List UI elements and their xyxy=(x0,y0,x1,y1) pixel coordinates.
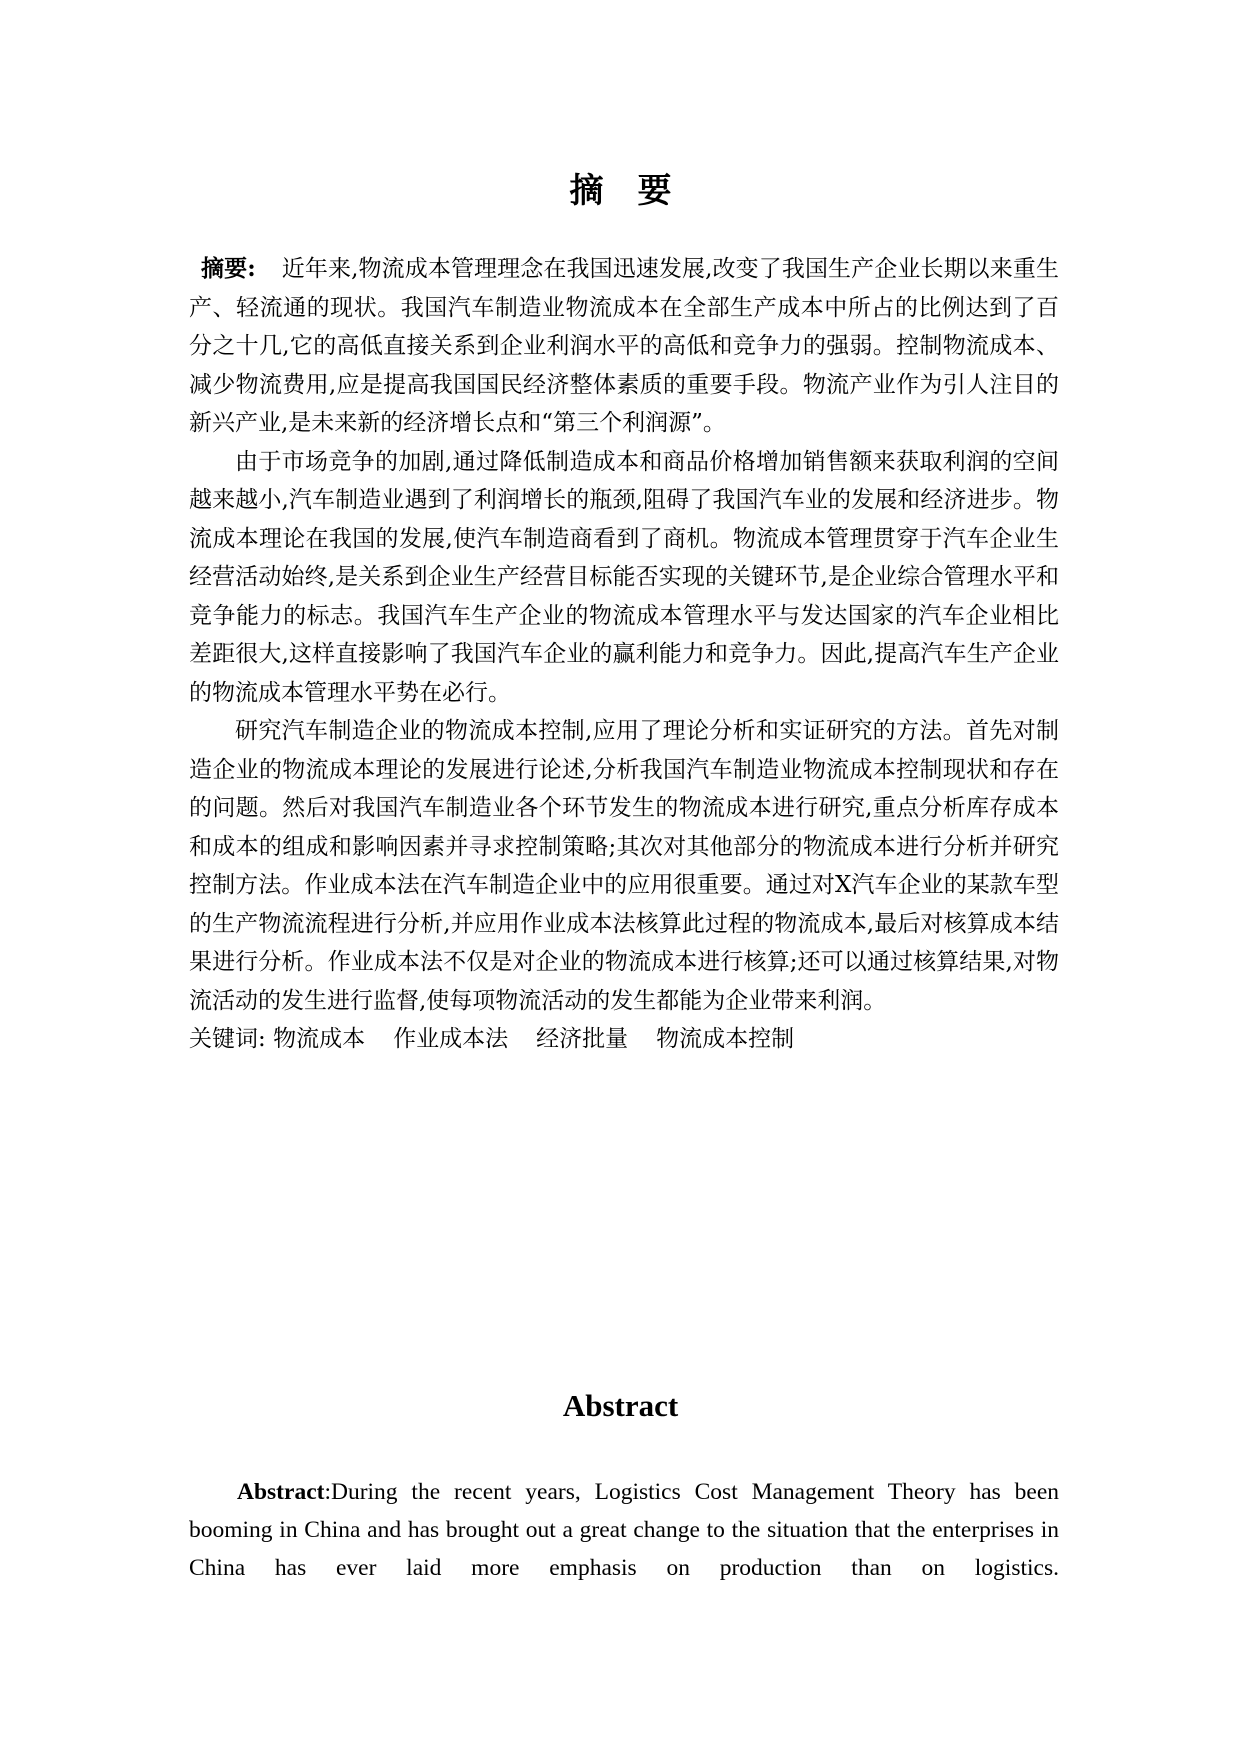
chinese-abstract-body xyxy=(189,250,1059,1059)
english-abstract-title: Abstract xyxy=(562,1388,679,1423)
english-abstract-body xyxy=(189,1473,1059,1587)
english-abstract-separator: : xyxy=(324,1479,331,1505)
keyword-item: 作业成本法 xyxy=(393,1026,509,1052)
keyword-item: 物流成本 xyxy=(273,1026,366,1052)
chinese-keywords-label: 关键词: xyxy=(189,1026,266,1052)
chinese-abstract-lead-label: 摘要: xyxy=(201,255,256,282)
chinese-abstract-paragraph-1 xyxy=(189,250,1059,443)
english-abstract-text: During the recent years, Logistics Cost Management Theory has been booming in China and has brought out a great change to the situation that the enterprises in China has ever laid more emphasis on production than on logistics. xyxy=(189,1479,1059,1581)
chinese-abstract-title: 摘要 xyxy=(569,171,706,211)
chinese-abstract-paragraph-3: 研究汽车制造企业的物流成本控制,应用了理论分析和实证研究的方法。首先对制造企业的物流成本理论的发展进行论述,分析我国汽车制造业物流成本控制现状和存在的问题。然后对我国汽车制造业各个环节发生的物流成本进行研究,重点分析库存成本和成本的组成和影响因素并寻求控制策略;其次对其他部分的物流成本进行分析并研究控制方法。作业成本法在汽车制造企业中的应用很重要。通过对X汽车企业的某款车型的生产物流流程进行分析,并应用作业成本法核算此过程的物流成本,最后对核算成本结果进行分析。作业成本法不仅是对企业的物流成本进行核算;还可以通过核算结果,对物流活动的发生进行监督,使每项物流活动的发生都能为企业带来利润。 xyxy=(189,718,1059,1014)
english-abstract-paragraph xyxy=(189,1473,1059,1587)
keyword-item: 物流成本控制 xyxy=(656,1026,795,1052)
keyword-item: 经济批量 xyxy=(536,1026,629,1052)
chinese-abstract-paragraph-2: 由于市场竞争的加剧,通过降低制造成本和商品价格增加销售额来获取利润的空间越来越小,汽车制造业遇到了利润增长的瓶颈,阻碍了我国汽车业的发展和经济进步。物流成本理论在我国的发展,使汽车制造商看到了商机。物流成本管理贯穿于汽车企业生经营活动始终,是关系到企业生产经营目标能否实现的关键环节,是企业综合管理水平和竞争能力的标志。我国汽车生产企业的物流成本管理水平与发达国家的汽车企业相比差距很大,这样直接影响了我国汽车企业的赢利能力和竞争力。因此,提高汽车生产企业的物流成本管理水平势在必行。 xyxy=(189,448,1059,706)
chinese-keywords-line xyxy=(189,1020,1059,1059)
chinese-abstract-paragraph-1-text: 近年来,物流成本管理理念在我国迅速发展,改变了我国生产企业长期以来重生产、轻流通的现状。我国汽车制造业物流成本在全部生产成本中所占的比例达到了百分之十几,它的高低直接关系到企业利润水平的高低和竞争力的强弱。控制物流成本、减少物流费用,应是提高我国国民经济整体素质的重要手段。物流产业作为引人注目的新兴产业,是未来新的经济增长点和“第三个利润源”。 xyxy=(189,256,1059,436)
english-abstract-lead-label: Abstract xyxy=(237,1479,325,1505)
